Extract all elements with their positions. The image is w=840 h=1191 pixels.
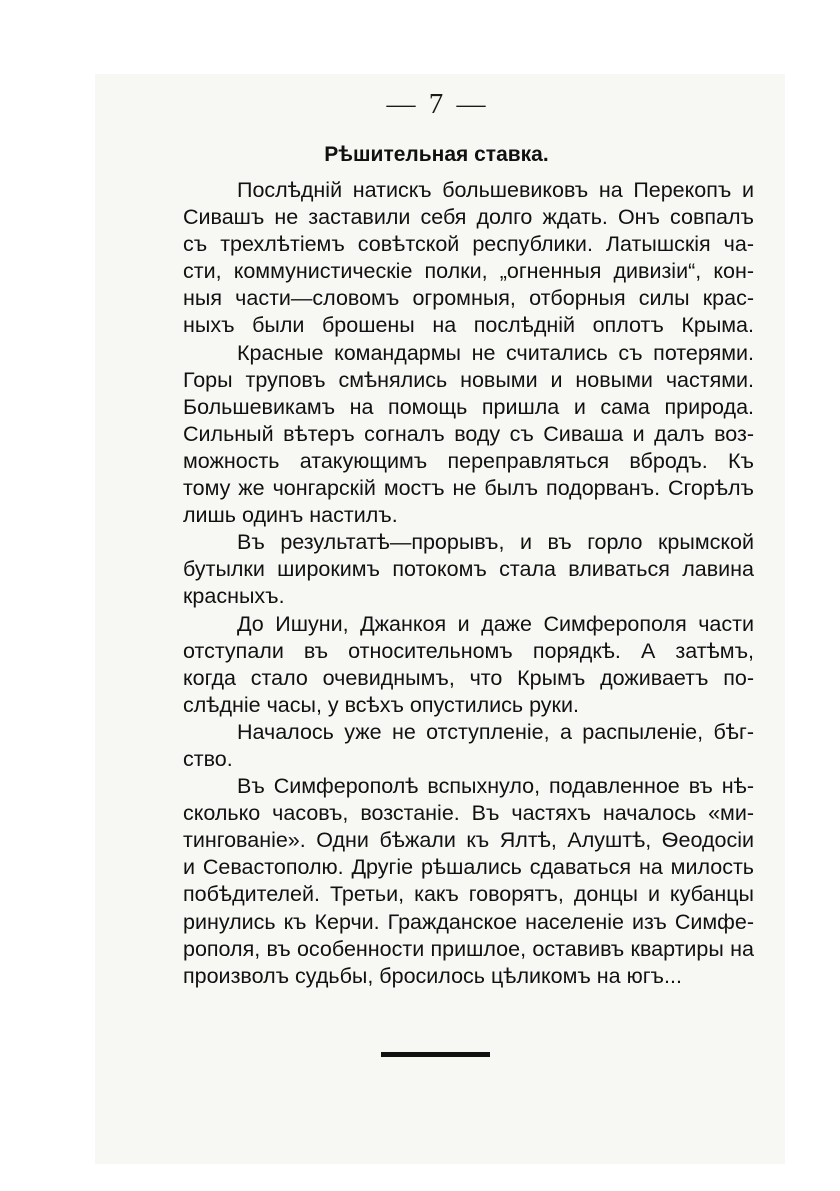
chapter-title: Рѣшительная ставка.: [324, 143, 549, 166]
text-line: красныхъ.: [183, 584, 285, 609]
text-line: ринулись къ Керчи. Гражданское населеніе изъ Симфе-: [183, 909, 754, 934]
text-line: ство.: [183, 746, 233, 771]
text-line: ныхъ были брошены на послѣдній оплотъ Крыма.: [183, 313, 754, 338]
text-line: Сильный вѣтеръ согналъ воду съ Сиваша и далъ воз-: [183, 421, 754, 446]
text-line: рополя, въ особенности пришлое, оставивъ квартиры на: [183, 936, 754, 961]
text-line: Горы труповъ смѣнялись новыми и новыми частями.: [183, 367, 754, 392]
text-line: можность атакующимъ переправляться вбродъ. Къ: [183, 448, 754, 473]
text-line: съ трехлѣтіемъ совѣтской республики. Латышскія ча-: [183, 232, 754, 257]
text-line: тому же чонгарскій мостъ не былъ подорванъ. Сгорѣлъ: [183, 476, 754, 501]
paragraph-1: [129, 177, 754, 340]
text-line: когда стало очевиднымъ, что Крымъ доживаетъ по-: [183, 665, 754, 690]
paragraph-5: [129, 719, 754, 773]
text-line: Сивашъ не заставили себя долго ждать. Онъ совпалъ: [183, 205, 754, 230]
paragraph-6: [129, 773, 754, 990]
text-line: Въ Симферополѣ вспыхнуло, подавленное въ нѣ-: [237, 774, 754, 799]
paragraph-4: [129, 611, 754, 719]
text-line: слѣдніе часы, у всѣхъ опустились руки.: [183, 692, 579, 717]
text-line: сти, коммунистическіе полки, „огненныя дивизіи“, кон-: [183, 259, 754, 284]
text-line: и Севастополю. Другіе рѣшались сдаваться на милость: [183, 855, 754, 880]
text-line: сколько часовъ, возстаніе. Въ частяхъ началось «ми-: [183, 801, 754, 826]
paragraph-3: [129, 529, 754, 610]
text-line: Въ результатѣ—прорывъ, и въ горло крымской: [237, 530, 754, 555]
section-end-rule: [381, 1052, 490, 1057]
text-line: произволъ судьбы, бросилось цѣликомъ на югъ...: [183, 963, 682, 988]
text-line: Красные командармы не считались съ потерями.: [237, 340, 754, 365]
paragraph-2: [129, 340, 754, 530]
text-line: Началось уже не отступленіе, а распыленіе, бѣг-: [237, 719, 754, 744]
text-line: бутылки широкимъ потокомъ стала вливаться лавина: [183, 557, 754, 582]
text-line: До Ишуни, Джанкоя и даже Симферополя части: [237, 611, 754, 636]
page-number: — 7 —: [386, 88, 489, 120]
body-text: [129, 177, 754, 990]
text-line: Большевикамъ на помощь пришла и сама природа.: [183, 394, 754, 419]
text-line: ныя части—словомъ огромныя, отборныя силы крас-: [183, 286, 754, 311]
text-line: отступали въ относительномъ порядкѣ. А затѣмъ,: [183, 638, 754, 663]
text-line: Послѣдній натискъ большевиковъ на Перекопъ и: [237, 178, 754, 202]
text-line: тингованіе». Одни бѣжали къ Ялтѣ, Алуштѣ, Ѳеодосіи: [183, 828, 754, 853]
text-line: побѣдителей. Третьи, какъ говорятъ, донцы и кубанцы: [183, 882, 754, 907]
text-line: лишь одинъ настилъ.: [183, 503, 398, 528]
